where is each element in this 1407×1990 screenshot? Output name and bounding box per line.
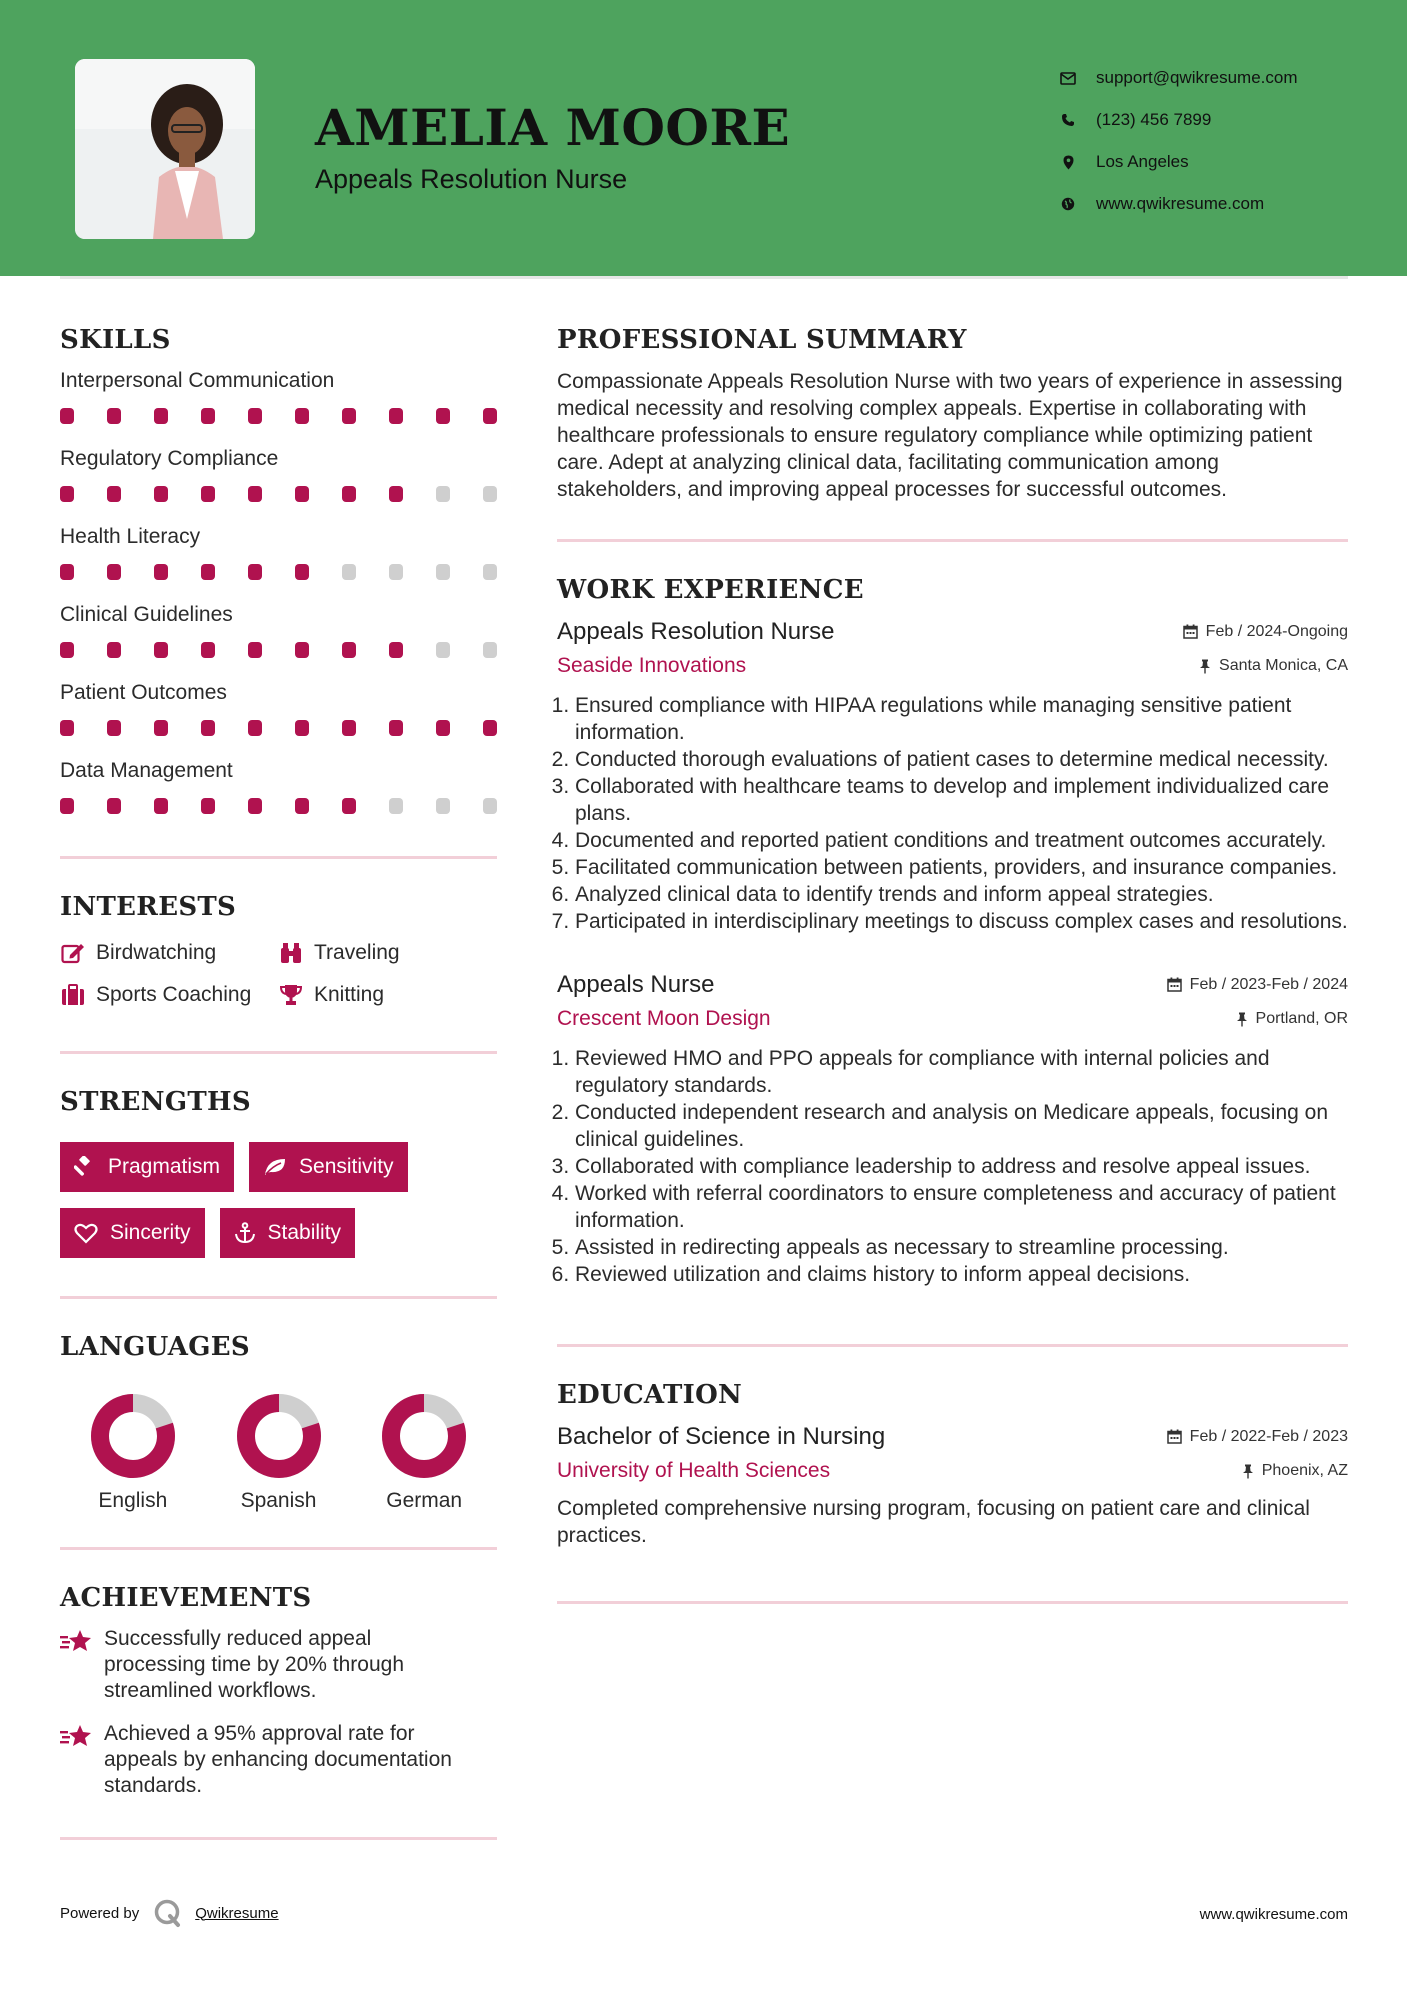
section-divider [60,856,497,859]
rating-dot-filled [436,720,450,736]
skills-list [60,368,497,814]
achievements-heading: ACHIEVEMENTS [60,1583,312,1613]
rating-dot-empty [483,564,497,580]
rating-dot-filled [389,486,403,502]
rating-dot-filled [154,564,168,580]
rating-dot-filled [107,798,121,814]
education-section [557,1375,1348,1549]
skill-rating [60,486,497,502]
rating-dot-empty [483,486,497,502]
rating-dot-filled [342,720,356,736]
job-title: Appeals Nurse [557,971,715,998]
job-date [1183,623,1348,641]
section-divider [557,1601,1348,1604]
powered-by-label: Powered by [60,1904,140,1922]
rating-dot-filled [107,408,121,424]
strength-label: Pragmatism [108,1155,221,1178]
education-location-text: Phoenix, AZ [1261,1462,1348,1479]
job-date [1167,976,1348,994]
rating-dot-filled [248,798,262,814]
language-item [351,1393,497,1513]
rating-dot-filled [248,408,262,424]
contact-location [1050,141,1298,183]
strength-label: Stability [267,1221,342,1244]
section-divider [60,1837,497,1840]
job-bullets [557,692,1348,935]
rating-dot-filled [201,408,215,424]
rating-dot-filled [154,720,168,736]
rating-dot-empty [436,486,450,502]
rating-dot-filled [389,408,403,424]
interest-item [60,941,278,965]
location-pin-icon [1050,155,1086,170]
summary-heading: PROFESSIONAL SUMMARY [557,325,967,355]
language-item [60,1393,206,1513]
left-column [60,320,497,1840]
section-divider [557,1344,1348,1347]
right-column [557,320,1348,1604]
gavel-icon [74,1156,96,1178]
languages-list [60,1393,497,1513]
job-bullet: 2. Conducted thorough evaluations of patient cases to determine medical necessity. [575,746,1348,773]
footer-website[interactable]: www.qwikresume.com [1199,1906,1348,1923]
rating-dot-filled [154,486,168,502]
skill-rating [60,408,497,424]
interest-label: Sports Coaching [96,983,252,1006]
job-company: Seaside Innovations [557,654,747,677]
star-badge-icon [60,1626,94,1704]
summary-section [557,320,1348,503]
job-title: Appeals Resolution Nurse [557,618,835,645]
achievement-text: Achieved a 95% approval rate for appeals by enhancing documentation standards. [104,1722,452,1797]
section-divider [60,1296,497,1299]
education-date [1167,1428,1348,1446]
education-location [1242,1462,1348,1480]
trophy-icon [278,983,304,1007]
interests-list [60,941,497,1007]
header-divider [60,276,1348,279]
job-entry [557,971,1348,1288]
rating-dot-empty [483,642,497,658]
calendar-icon [1167,977,1182,992]
edit-icon [60,941,86,965]
language-gauge [90,1393,176,1479]
skill-rating [60,564,497,580]
anchor-icon [234,1222,256,1244]
candidate-role: Appeals Resolution Nurse [315,164,628,194]
envelope-icon [1050,72,1086,85]
skill-name: Data Management [60,759,233,782]
education-date-text: Feb / 2022-Feb / 2023 [1189,1427,1348,1445]
job-location-text: Santa Monica, CA [1219,657,1348,674]
job-bullet: 2. Conducted independent research and analysis on Medicare appeals, focusing on clinical guidelines. [575,1099,1348,1153]
education-heading: EDUCATION [557,1380,743,1410]
header-banner [0,0,1407,276]
rating-dot-filled [107,564,121,580]
section-divider [60,1547,497,1550]
job-bullet: 7. Participated in interdisciplinary meetings to discuss complex cases and resolutions. [575,908,1348,935]
experience-heading: WORK EXPERIENCE [557,575,864,605]
rating-dot-filled [295,408,309,424]
contact-location-text: Los Angeles [1096,152,1189,171]
job-bullets [557,1045,1348,1288]
section-divider [557,539,1348,542]
rating-dot-filled [201,564,215,580]
skill-rating [60,798,497,814]
achievement-item [60,1626,497,1704]
rating-dot-filled [201,798,215,814]
rating-dot-filled [342,408,356,424]
rating-dot-empty [389,564,403,580]
leaf-icon [263,1157,287,1177]
rating-dot-filled [201,720,215,736]
pushpin-icon [1199,659,1211,674]
achievements-section [60,1578,497,1799]
job-location-text: Portland, OR [1255,1010,1348,1027]
job-bullet: 4. Documented and reported patient conditions and treatment outcomes accurately. [575,827,1348,854]
profile-photo [75,59,255,239]
strength-tag [220,1208,356,1258]
job-date-text: Feb / 2024-Ongoing [1205,622,1348,640]
contact-website-text: www.qwikresume.com [1096,194,1265,213]
job-location [1199,657,1348,675]
language-gauge [381,1393,467,1479]
heart-icon [74,1223,98,1244]
rating-dot-filled [248,642,262,658]
job-bullet: 6. Analyzed clinical data to identify trends and inform appeal strategies. [575,881,1348,908]
languages-section [60,1327,497,1513]
interest-label: Traveling [314,941,400,964]
language-name: German [386,1489,463,1512]
rating-dot-filled [342,642,356,658]
rating-dot-filled [60,642,74,658]
rating-dot-filled [60,486,74,502]
rating-dot-filled [201,642,215,658]
contact-email-text: support@qwikresume.com [1096,68,1298,87]
job-bullet: 4. Worked with referral coordinators to ensure completeness and accuracy of patient information. [575,1180,1348,1234]
job-bullet: 5. Facilitated communication between patients, providers, and insurance companies. [575,854,1348,881]
language-item [206,1393,352,1513]
contact-email[interactable] [1050,57,1298,99]
qwikresume-logo-icon [153,1898,183,1928]
skills-heading: SKILLS [60,325,171,355]
rating-dot-filled [248,564,262,580]
calendar-icon [1167,1429,1182,1444]
strengths-heading: STRENGTHS [60,1087,251,1117]
job-company: Crescent Moon Design [557,1007,771,1030]
rating-dot-empty [436,564,450,580]
candidate-name: AMELIA MOORE [315,98,791,157]
language-name: Spanish [240,1489,317,1512]
rating-dot-filled [201,486,215,502]
phone-icon [1050,113,1086,127]
rating-dot-filled [248,486,262,502]
qwikresume-link[interactable]: Qwikresume [195,1904,279,1922]
languages-heading: LANGUAGES [60,1332,250,1362]
calendar-icon [1183,624,1198,639]
rating-dot-empty [436,642,450,658]
interest-item [278,983,497,1007]
rating-dot-filled [107,720,121,736]
strengths-list [60,1142,497,1258]
briefcase-icon [60,983,86,1007]
binoculars-icon [278,941,304,965]
strength-label: Sensitivity [299,1155,394,1178]
skill-rating [60,720,497,736]
rating-dot-empty [436,798,450,814]
strength-label: Sincerity [110,1221,191,1244]
star-badge-icon [60,1721,94,1799]
skill-name: Interpersonal Communication [60,369,335,392]
language-name: English [98,1489,168,1512]
rating-dot-filled [389,720,403,736]
achievement-text: Successfully reduced appeal processing time by 20% through streamlined workflows. [104,1627,404,1702]
rating-dot-filled [60,798,74,814]
rating-dot-filled [107,486,121,502]
rating-dot-filled [295,486,309,502]
rating-dot-empty [483,798,497,814]
rating-dot-empty [389,798,403,814]
strengths-section [60,1082,497,1258]
strength-tag [249,1142,408,1192]
rating-dot-filled [60,408,74,424]
rating-dot-empty [342,564,356,580]
skill-name: Patient Outcomes [60,681,227,704]
job-bullet: 6. Reviewed utilization and claims history to inform appeal decisions. [575,1261,1348,1288]
skill-rating [60,642,497,658]
job-bullet: 3. Collaborated with compliance leadership to address and resolve appeal issues. [575,1153,1348,1180]
job-bullet: 1. Ensured compliance with HIPAA regulations while managing sensitive patient information. [575,692,1348,746]
contact-website[interactable] [1050,183,1298,225]
strength-tag [60,1142,234,1192]
rating-dot-filled [295,720,309,736]
pushpin-icon [1236,1012,1248,1027]
rating-dot-filled [154,408,168,424]
interest-label: Knitting [314,983,385,1006]
rating-dot-filled [154,798,168,814]
summary-text: Compassionate Appeals Resolution Nurse with two years of experience in assessing medical necessity and resolving complex appeals. Expertise in collaborating with healthcare professionals to ensure regulatory compliance while optimizing patient care. Adept at analyzing clinical data, facilitating communication among stakeholders, and improving appeal processes for successful outcomes. [557,370,1343,501]
job-date-text: Feb / 2023-Feb / 2024 [1189,975,1348,993]
rating-dot-filled [60,564,74,580]
strength-tag [60,1208,205,1258]
rating-dot-filled [342,798,356,814]
education-degree: Bachelor of Science in Nursing [557,1423,886,1450]
footer-powered-by [60,1898,279,1928]
pushpin-icon [1242,1464,1254,1479]
skill-name: Health Literacy [60,525,201,548]
rating-dot-filled [154,642,168,658]
rating-dot-filled [60,720,74,736]
job-bullet: 3. Collaborated with healthcare teams to develop and implement individualized care plans. [575,773,1348,827]
section-divider [60,1051,497,1054]
rating-dot-filled [107,642,121,658]
interest-label: Birdwatching [96,941,217,964]
contact-phone-text: (123) 456 7899 [1096,110,1212,129]
globe-icon [1050,197,1086,211]
interests-section [60,887,497,1007]
job-entry [557,618,1348,935]
achievement-item [60,1721,497,1799]
rating-dot-filled [483,720,497,736]
rating-dot-filled [295,798,309,814]
rating-dot-filled [342,486,356,502]
skills-section [60,320,497,814]
rating-dot-filled [248,720,262,736]
rating-dot-filled [389,642,403,658]
language-gauge [236,1393,322,1479]
skill-name: Regulatory Compliance [60,447,279,470]
rating-dot-filled [295,564,309,580]
interest-item [60,983,278,1007]
job-location [1236,1010,1348,1028]
job-bullet: 1. Reviewed HMO and PPO appeals for compliance with internal policies and regulatory standards. [575,1045,1348,1099]
rating-dot-filled [483,408,497,424]
skill-name: Clinical Guidelines [60,603,233,626]
contact-phone[interactable] [1050,99,1298,141]
education-description: Completed comprehensive nursing program, focusing on patient care and clinical practices. [557,1497,1310,1547]
interests-heading: INTERESTS [60,892,237,922]
contact-list [1050,57,1298,225]
education-school: University of Health Sciences [557,1459,831,1482]
experience-section [557,570,1348,1288]
job-bullet: 5. Assisted in redirecting appeals as necessary to streamline processing. [575,1234,1348,1261]
profile-photo-illustration [75,59,255,239]
interest-item [278,941,497,965]
rating-dot-filled [436,408,450,424]
rating-dot-filled [295,642,309,658]
